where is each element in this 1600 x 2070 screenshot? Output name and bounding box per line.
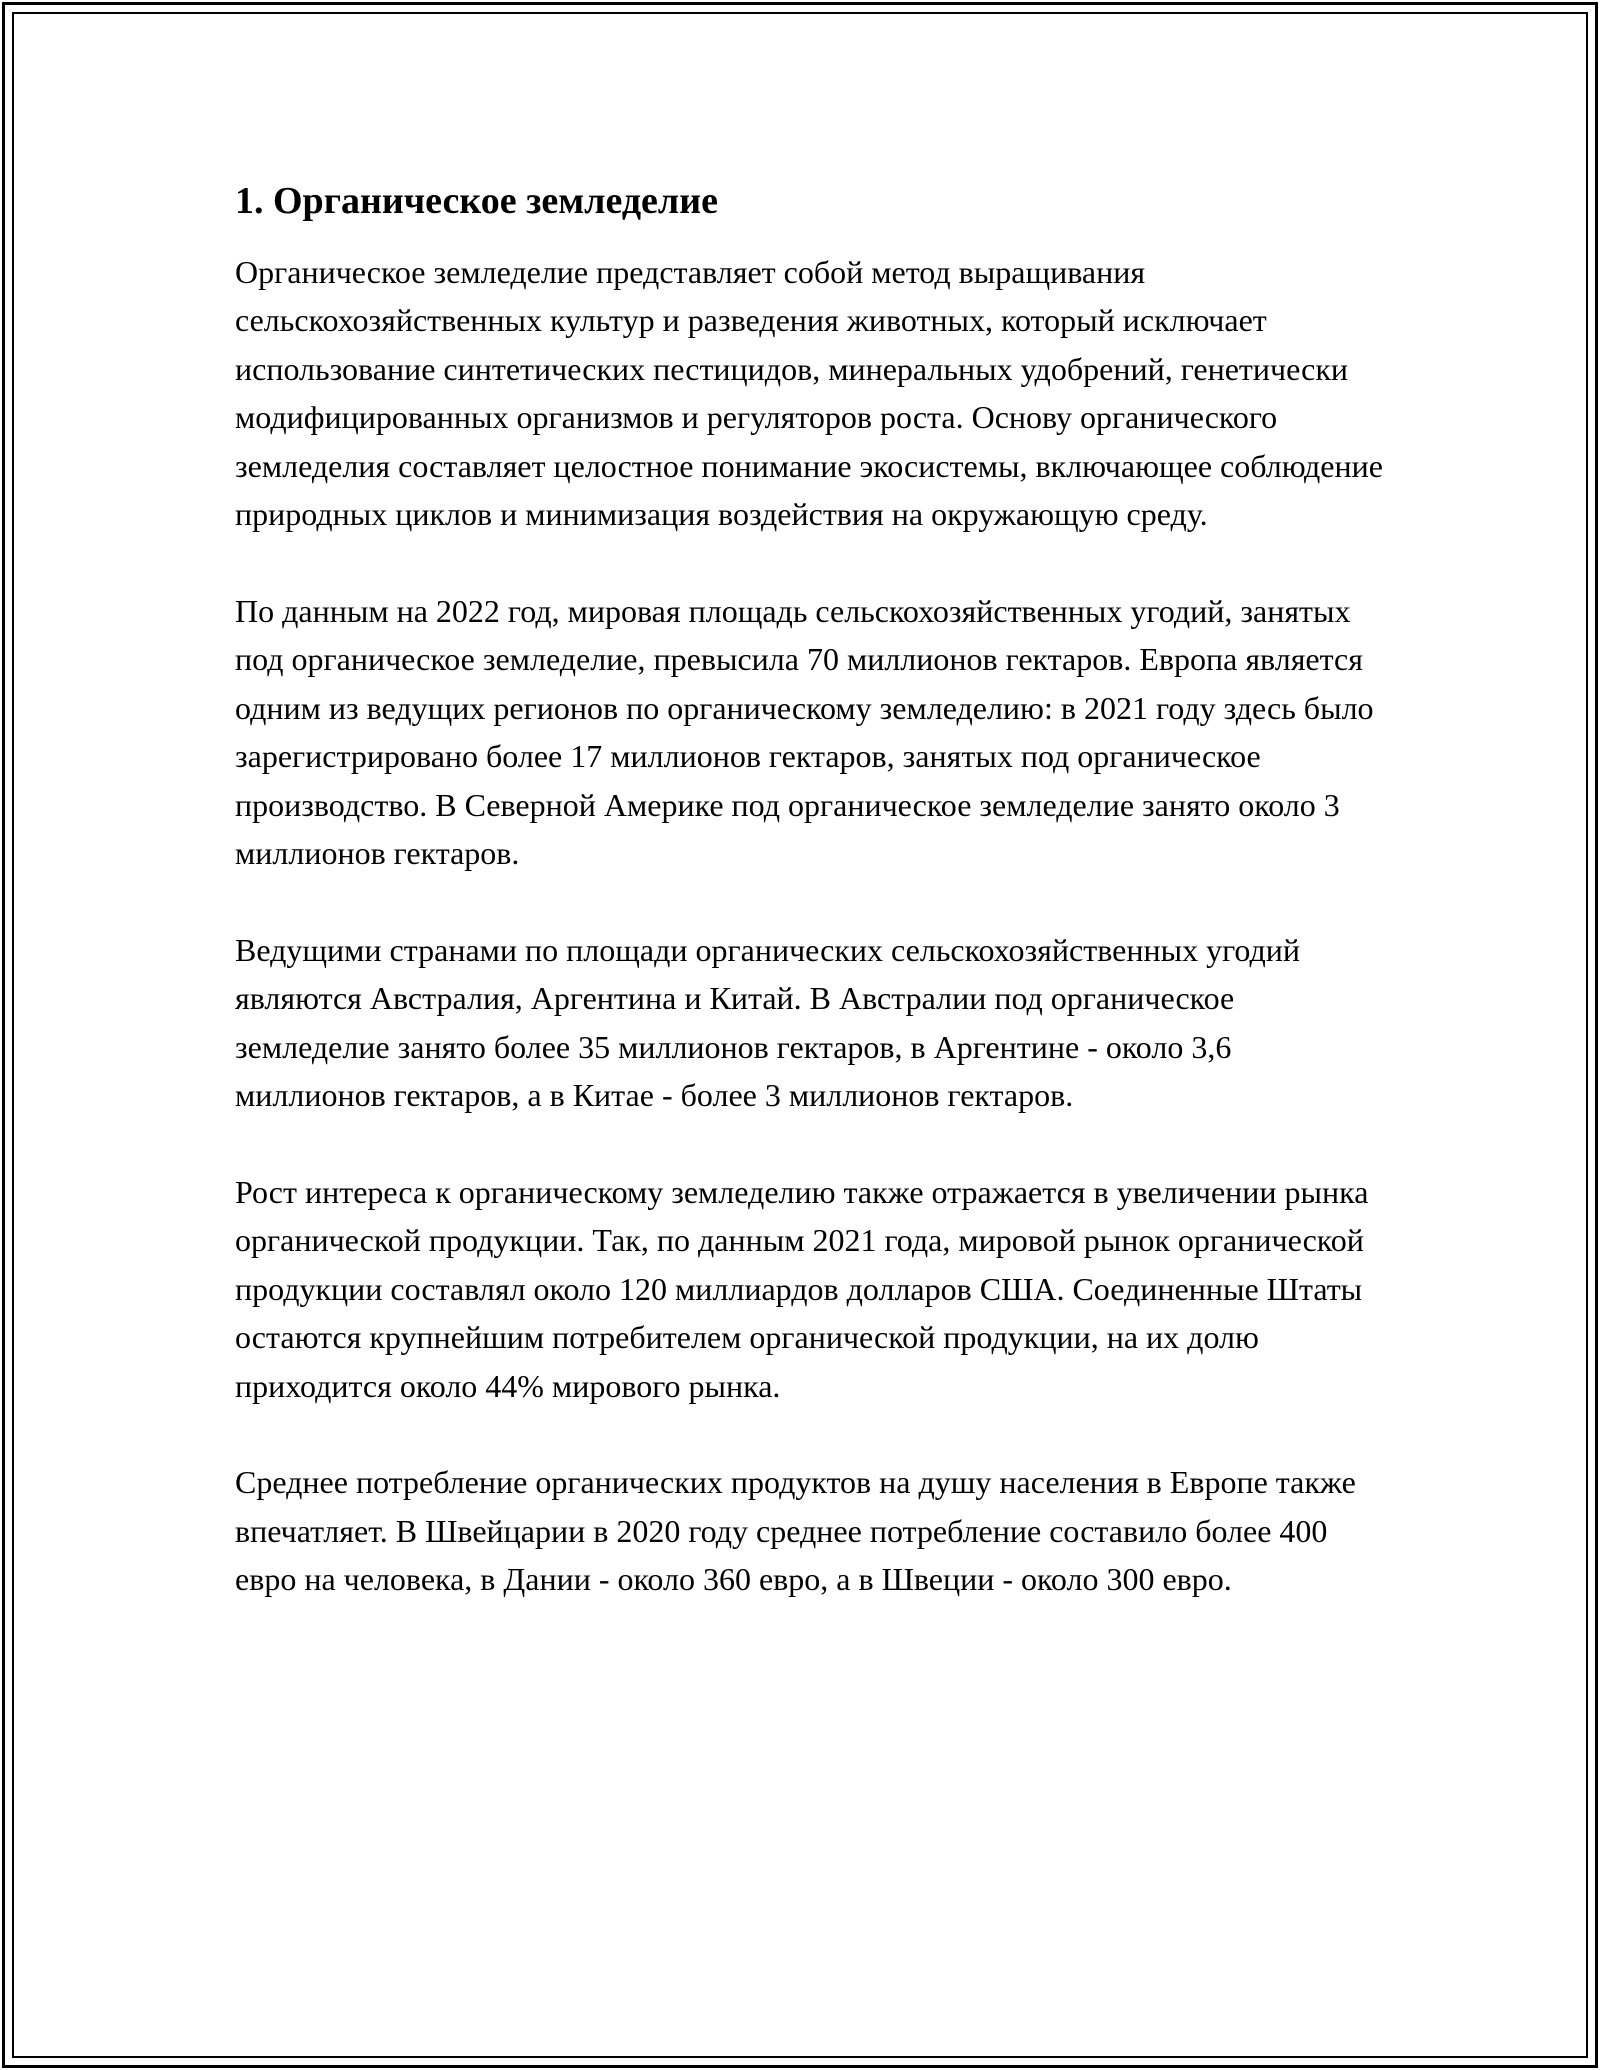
- paragraph-market: Рост интереса к органическому земледелию также отражается в увеличении рынка органической продукции. Так, по данным 2021 года, мировой рынок органической продукции составлял около 120 миллиардов долларов США. Соединенные Штаты остаются крупнейшим потребителем органической продукции, на их долю приходится около 44% мирового рынка.: [235, 1173, 1369, 1404]
- paragraph-world-area: По данным на 2022 год, мировая площадь сельскохозяйственных угодий, занятых под органическое земледелие, превысила 70 миллионов гектаров. Европа является одним из ведущих регионов по органическому земледелию: в 2021 году здесь было зарегистрировано более 17 миллионов гектаров, занятых под органическое производство. В Северной Америке под органическое земледелие занято около 3 миллионов гектаров.: [235, 592, 1374, 871]
- section-heading: 1. Органическое земледелие: [235, 180, 718, 222]
- paragraph-intro: Органическое земледелие представляет собой метод выращивания сельскохозяйственных культур и разведения животных, который исключает использование синтетических пестицидов, минеральных удобрений, генетически модифицированных организмов и регуляторов роста. Основу органического земледелия составляет целостное понимание экосистемы, включающее соблюдение природных циклов и минимизация воздействия на окружающую среду.: [235, 253, 1383, 532]
- paragraph-consumption: Среднее потребление органических продуктов на душу населения в Европе также впечатляет. В Швейцарии в 2020 году среднее потребление составило более 400 евро на человека, в Дании - около 360 евро, а в Швеции - около 300 евро.: [235, 1464, 1356, 1597]
- paragraph-leading-countries: Ведущими странами по площади органических сельскохозяйственных угодий являются Австралия, Аргентина и Китай. В Австралии под органическое земледелие занято более 35 миллионов гектаров, в Аргентине - около 3,6 миллионов гектаров, а в Китае - более 3 миллионов гектаров.: [235, 931, 1300, 1113]
- document-body: [235, 178, 1385, 1652]
